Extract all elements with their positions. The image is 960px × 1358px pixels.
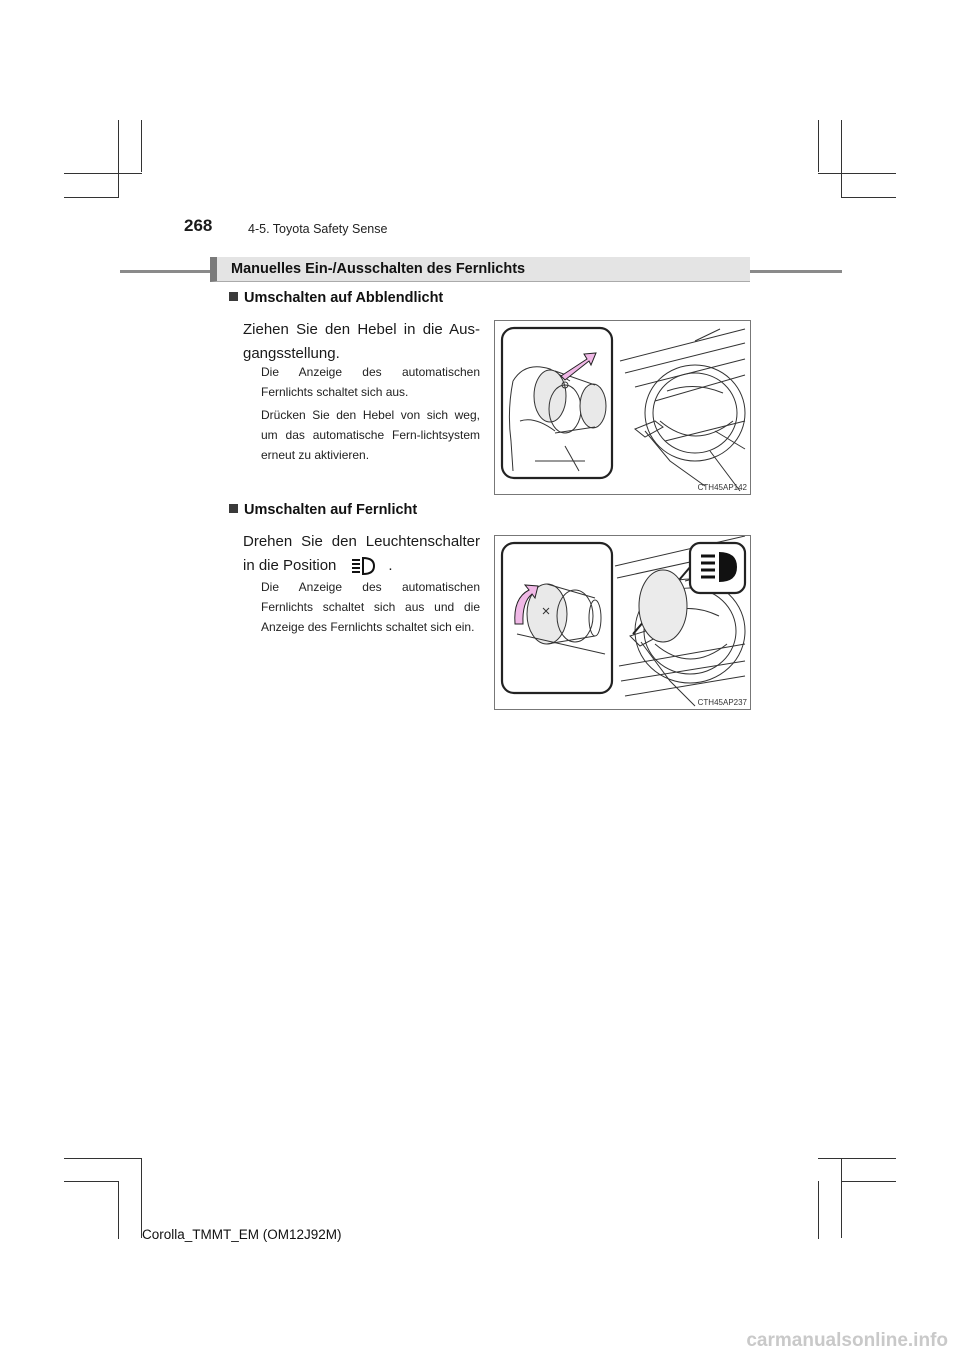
subheading-low-beam: Umschalten auf Abblendlicht [229, 290, 443, 306]
crop-mark [818, 120, 819, 172]
crop-mark [141, 1158, 142, 1238]
crop-mark [118, 120, 119, 198]
crop-mark [64, 1181, 119, 1182]
instruction-high-beam: Drehen Sie den Leuchtenschalter in die Position . [243, 530, 480, 584]
subheading-high-beam: Umschalten auf Fernlicht [229, 502, 417, 518]
square-bullet-icon [229, 292, 238, 301]
steering-lever-rotate-illustration [495, 536, 752, 711]
crop-mark [64, 173, 142, 174]
crop-mark [841, 120, 842, 198]
section-title: 4-5. Toyota Safety Sense [248, 222, 388, 236]
note-text: Die Anzeige des automatischen Fernlichts schaltet sich aus. [261, 365, 480, 399]
figure-high-beam [494, 535, 751, 710]
watermark: carmanualsonline.info [746, 1330, 948, 1351]
note-text: Drücken Sie den Hebel von sich weg, um das automatische Fern-lichtsystem erneut zu aktivieren. [261, 408, 480, 462]
crop-mark [818, 173, 896, 174]
square-bullet-icon [229, 504, 238, 513]
crop-mark [141, 120, 142, 172]
crop-mark [64, 1158, 142, 1159]
instruction-low-beam: Ziehen Sie den Hebel in die Aus-gangsstellung. [243, 321, 480, 362]
footer-document-code: Corolla_TMMT_EM (OM12J92M) [142, 1227, 342, 1242]
crop-mark [841, 1181, 896, 1182]
steering-lever-pull-illustration [495, 321, 752, 496]
page-number: 268 [184, 216, 213, 235]
figure-code: CTH45AP237 [697, 698, 747, 707]
topic-title: Manuelles Ein-/Ausschalten des Fernlichts [231, 261, 526, 277]
topic-bar [210, 257, 750, 282]
crop-mark [118, 1181, 119, 1239]
crop-mark [818, 1181, 819, 1239]
crop-mark [841, 197, 896, 198]
crop-mark [64, 197, 119, 198]
figure-low-beam [494, 320, 751, 495]
figure-code: CTH45AP142 [697, 483, 747, 492]
note-text: Die Anzeige des automatischen Fernlichts schaltet sich aus und die Anzeige des Fernlichts schaltet sich ein. [261, 580, 480, 634]
crop-mark [841, 1158, 842, 1238]
crop-mark [818, 1158, 896, 1159]
